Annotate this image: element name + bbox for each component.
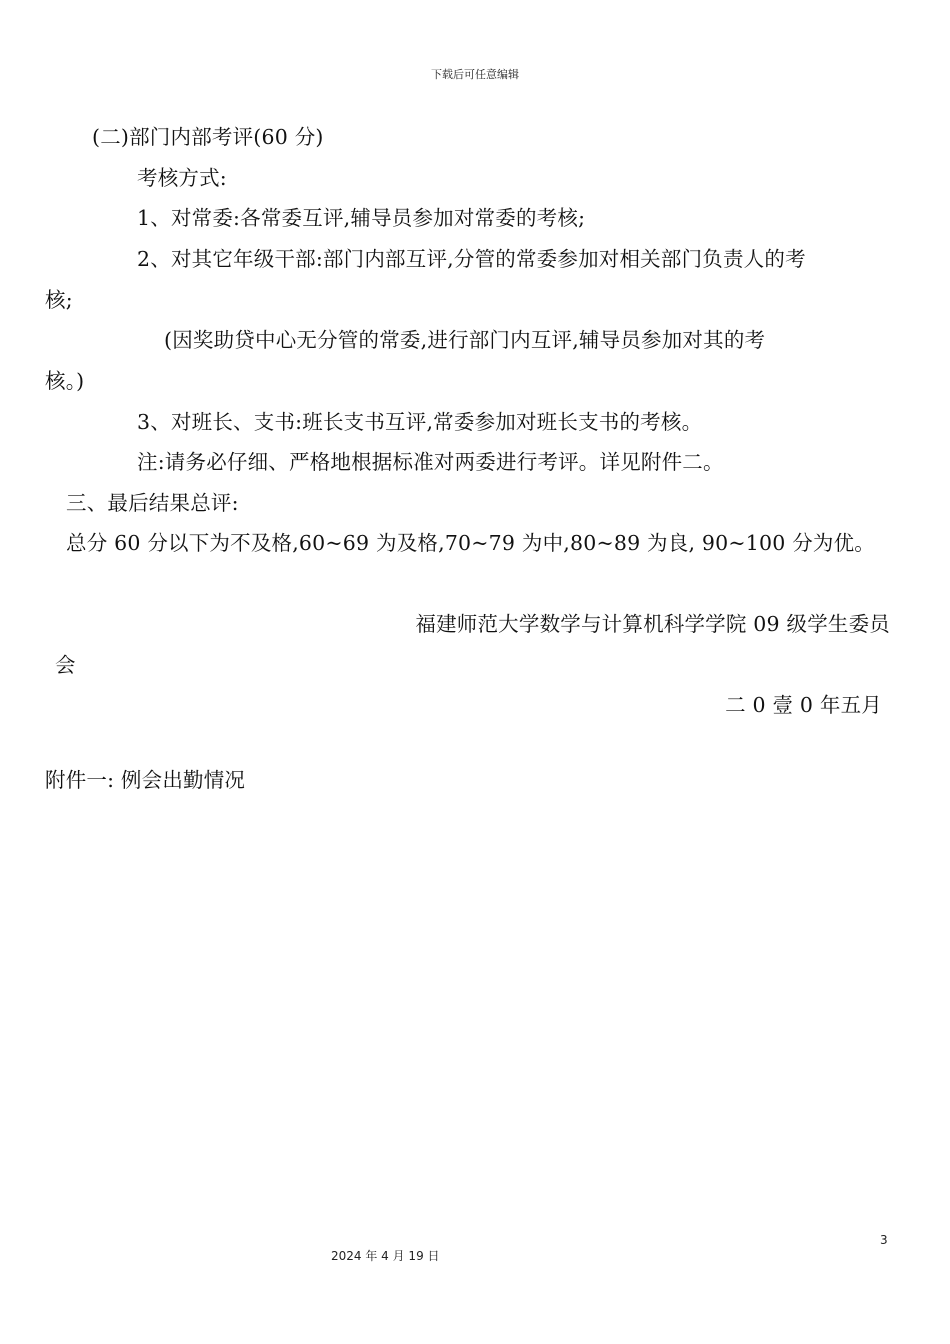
attachment-one-title: 附件一: 例会出勤情况 xyxy=(45,768,246,792)
assessment-item-two-note-line-two: 核。) xyxy=(45,369,85,393)
page-number: 3 xyxy=(880,1233,888,1247)
header-note: 下载后可任意编辑 xyxy=(431,68,519,81)
signature-line-one: 福建师范大学数学与计算机科学学院 09 级学生委员 xyxy=(415,612,890,636)
footer-date: 2024 年 4 月 19 日 xyxy=(331,1249,440,1263)
scoring-rule: 总分 60 分以下为不及格,60~69 为及格,70~79 为中,80~89 为良, 90~100 分为优。 xyxy=(66,531,875,555)
signature-date: 二 0 壹 0 年五月 xyxy=(725,693,882,717)
assessment-item-two-line-one: 2、对其它年级干部:部门内部互评,分管的常委参加对相关部门负责人的考 xyxy=(137,247,806,271)
assessment-item-two-note-line-one: (因奖助贷中心无分管的常委,进行部门内互评,辅导员参加对其的考 xyxy=(164,328,766,352)
assessment-item-three: 3、对班长、支书:班长支书互评,常委参加对班长支书的考核。 xyxy=(137,410,703,434)
assessment-method-label: 考核方式: xyxy=(137,166,227,190)
assessment-note: 注:请务必仔细、严格地根据标准对两委进行考评。详见附件二。 xyxy=(137,450,724,474)
signature-line-two: 会 xyxy=(55,653,76,677)
assessment-item-two-line-two: 核; xyxy=(45,288,73,312)
section-three-title: 三、最后结果总评: xyxy=(66,491,239,515)
section-two-title: (二)部门内部考评(60 分) xyxy=(92,125,324,149)
assessment-item-one: 1、对常委:各常委互评,辅导员参加对常委的考核; xyxy=(137,206,586,230)
